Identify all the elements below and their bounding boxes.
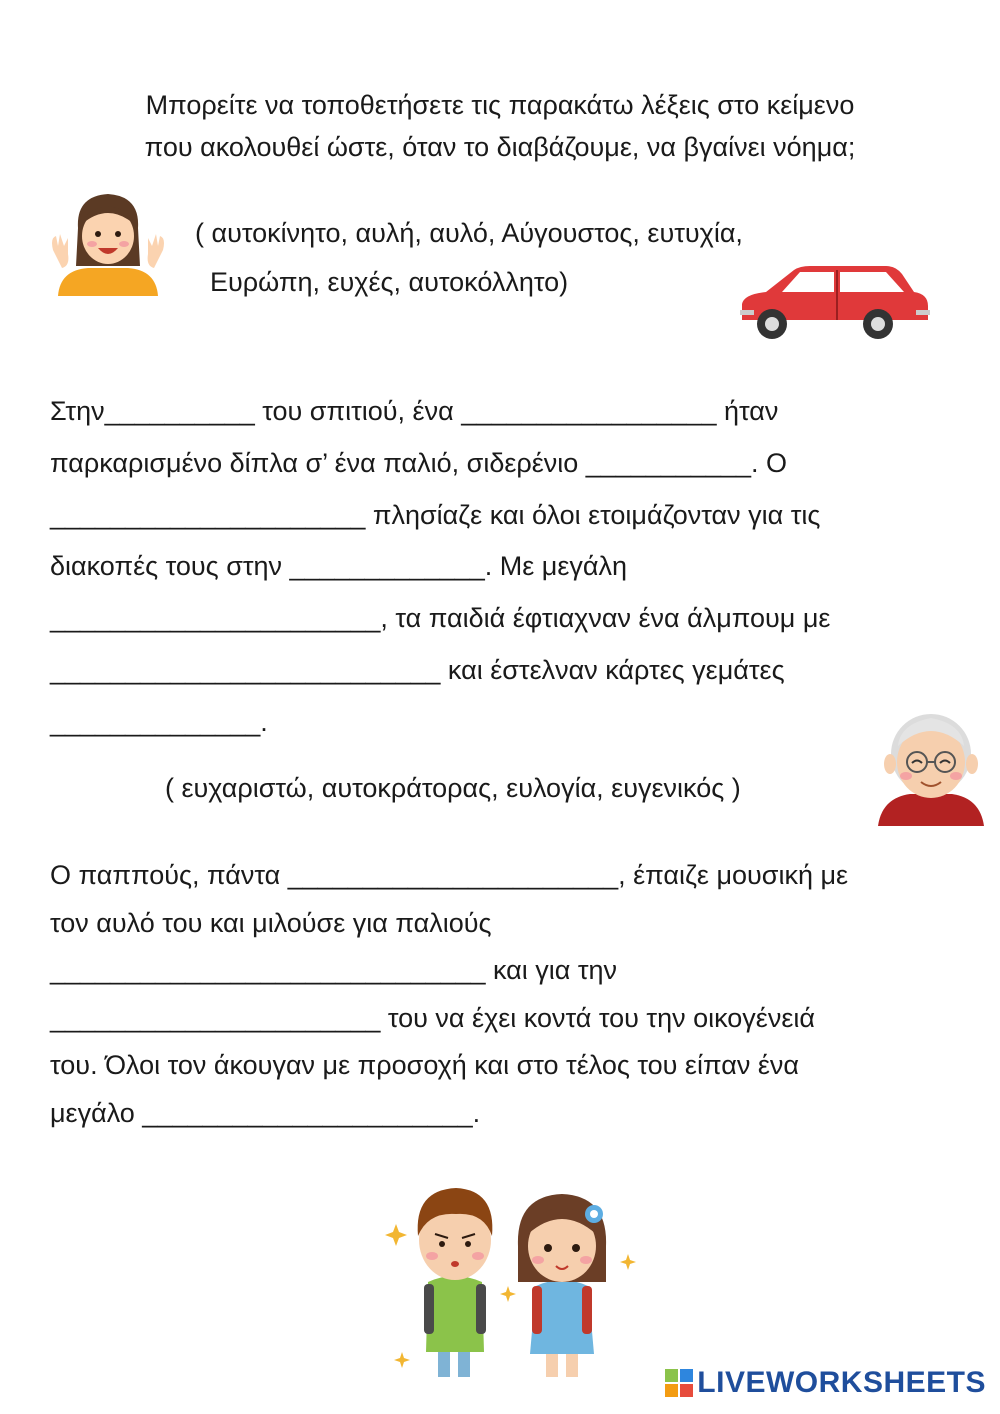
text-2-line-6: μεγάλο ______________________.	[50, 1098, 481, 1128]
instructions-line-2: που ακολουθεί ώστε, όταν το διαβάζουμε, να βγαίνει νόημα;	[144, 132, 856, 162]
text-1-line-7: ______________.	[50, 707, 268, 737]
text-1-line-4: διακοπές τους στην _____________. Με μεγάλη	[50, 551, 628, 581]
liveworksheets-brand	[665, 1366, 986, 1400]
text-2-line-4: ______________________ του να έχει κοντά του την οικογένειά	[50, 1003, 815, 1033]
grandfather-icon	[876, 706, 986, 826]
instructions-line-1: Μπορείτε να τοποθετήσετε τις παρακάτω λέξεις στο κείμενο	[145, 90, 855, 120]
word-bank-1-line-1: ( αυτοκίνητο, αυλή, αυλό, Αύγουστος, ευτυχία,	[195, 218, 743, 248]
text-2-line-1: Ο παππούς, πάντα ______________________, έπαιζε μουσική με	[50, 860, 849, 890]
word-bank-1-line-2: Ευρώπη, ευχές, αυτοκόλλητο)	[210, 267, 569, 297]
liveworksheets-brand-name: LIVEWORKSHEETS	[697, 1366, 986, 1399]
text-2-line-5: του. Όλοι τον άκουγαν με προσοχή και στο τέλος του είπαν ένα	[50, 1050, 799, 1080]
text-2-line-3: _____________________________ και για την	[50, 955, 618, 985]
liveworksheets-logo-icon	[665, 1369, 693, 1397]
red-car-icon	[736, 262, 932, 344]
word-bank-2: ( ευχαριστώ, αυτοκράτορας, ευλογία, ευγενικός )	[165, 773, 741, 803]
text-1-line-2: παρκαρισμένο δίπλα σ’ ένα παλιό, σιδερένιο ___________. Ο	[50, 448, 787, 478]
children-icon	[380, 1182, 650, 1382]
girl-waving-icon	[48, 188, 168, 296]
text-1-line-5: ______________________, τα παιδιά έφτιαχναν ένα άλμπουμ με	[50, 603, 831, 633]
text-1-line-1: Στην__________ του σπιτιού, ένα _________________ ήταν	[50, 396, 779, 426]
text-2-line-2: τον αυλό του και μιλούσε για παλιούς	[50, 908, 492, 938]
text-1-line-3: _____________________ πλησίαζε και όλοι ετοιμάζονταν για τις	[50, 500, 821, 530]
text-1-line-6: __________________________ και έστελναν κάρτες γεμάτες	[50, 655, 785, 685]
instructions	[0, 84, 1000, 168]
